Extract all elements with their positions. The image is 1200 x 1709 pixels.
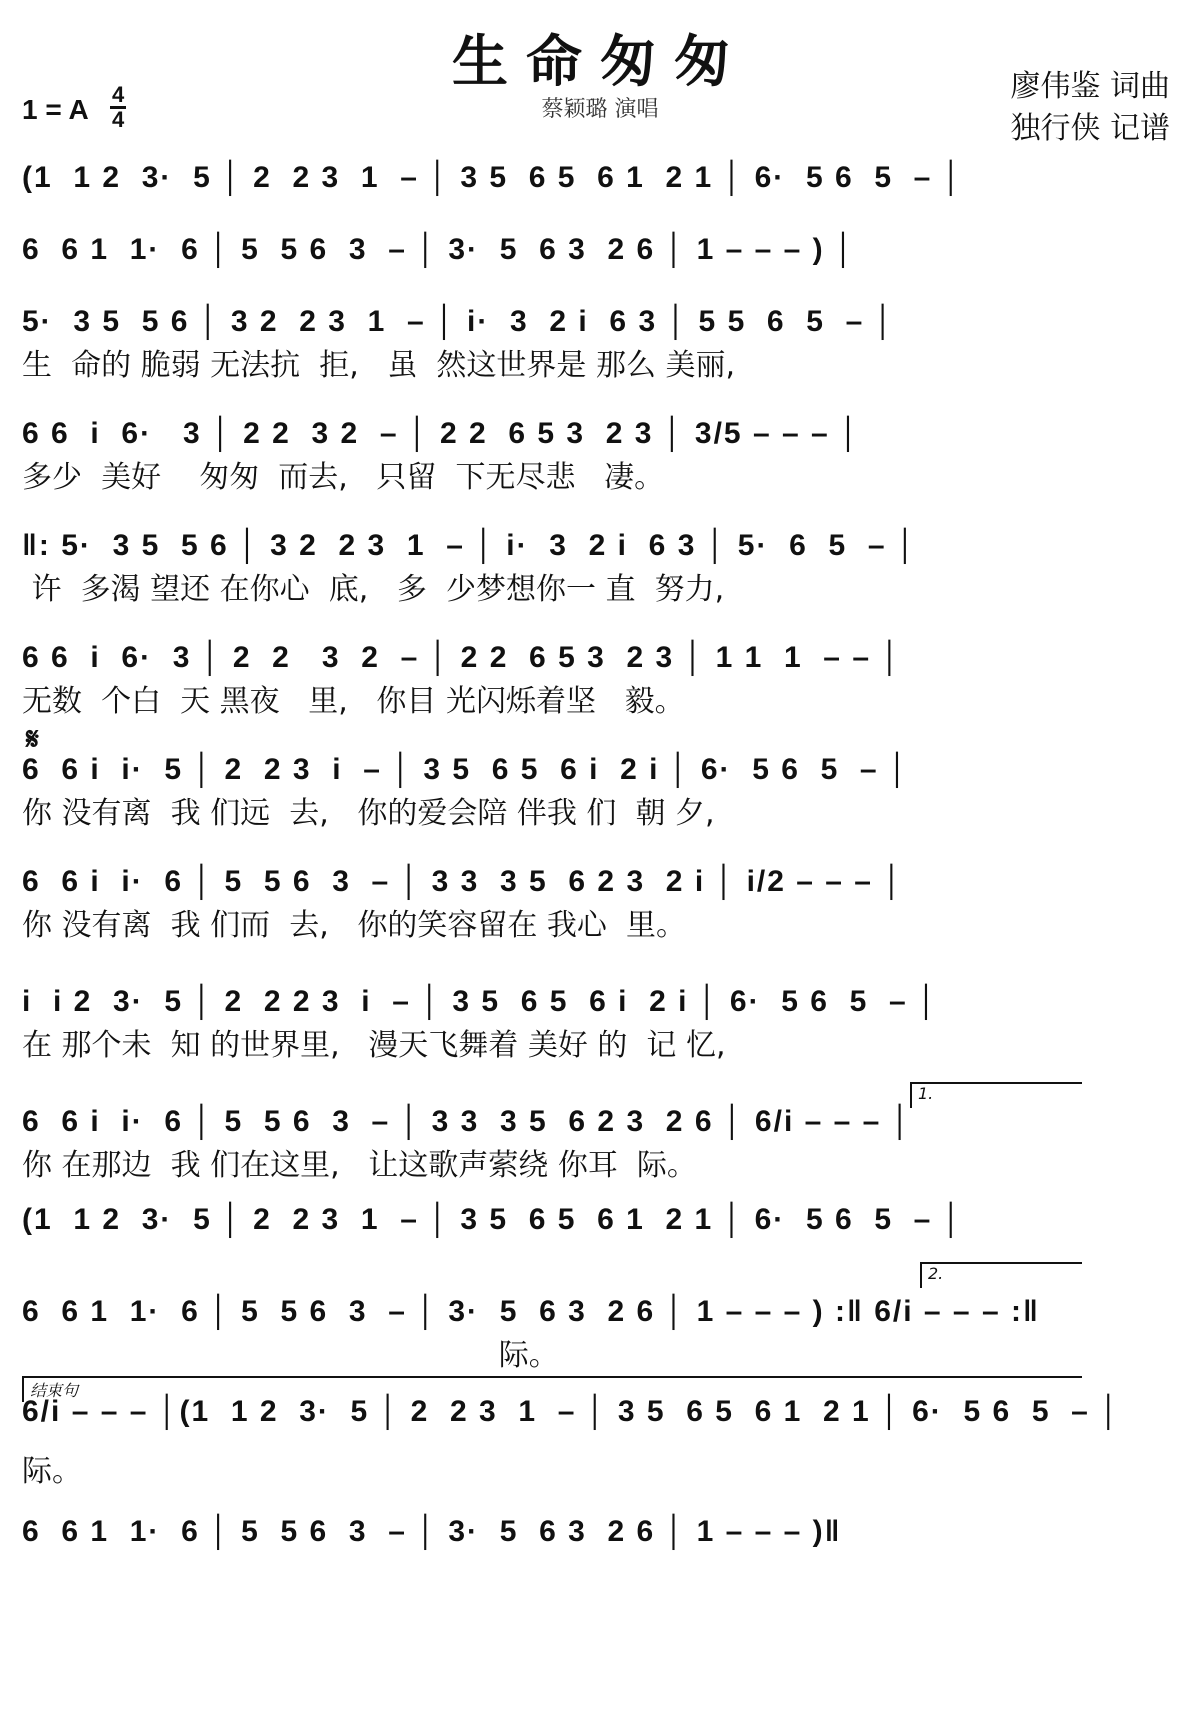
lyric-row: 你 在那边 我 们在这里, 让这歌声萦绕 你耳 际。 [22, 1148, 697, 1183]
notation-row: ‖: 5· 3 5 5 6 │ 3 2 2 3 1 – │ i· 3 2 i 6 3 │ 5· 6 5 – │ [22, 529, 918, 562]
lyric-row: 际。 [22, 1454, 82, 1489]
staff-line [22, 750, 1182, 792]
staff-line [22, 638, 1182, 680]
staff-line [22, 230, 1182, 272]
volta-1-label: 1. [918, 1084, 934, 1103]
notation-row: 6 6 i i· 6 │ 5 5 6 3 – │ 3 3 3 5 6 2 3 2 6 │ 6/i – – – │ [22, 1105, 913, 1138]
notation-row: 6 6 1 1· 6 │ 5 5 6 3 – │ 3· 5 6 3 2 6 │ 1 – – – ) :‖ 6/i – – – :‖ [22, 1295, 1040, 1328]
staff-line [22, 526, 1182, 568]
notation-row: 6 6 i i· 5 │ 2 2 3 i – │ 3 5 6 5 6 i 2 i │ 6· 5 6 5 – │ [22, 753, 910, 786]
time-signature-bottom: 4 [112, 107, 125, 132]
lyric-row: 多少 美好 匆匆 而去, 只留 下无尽悲 凄。 [22, 460, 665, 495]
notation-row: 6 6 i i· 6 │ 5 5 6 3 – │ 3 3 3 5 6 2 3 2 i │ i/2 – – – │ [22, 865, 905, 898]
staff-line [22, 158, 1182, 200]
lyrics-music-credit: 廖伟鉴 词曲 [1010, 69, 1170, 104]
lyric-row: 许 多渴 望还 在你心 底, 多 少梦想你一 直 努力, [22, 572, 725, 607]
notation-row: 6/i – – – │(1 1 2 3· 5 │ 2 2 3 1 – │ 3 5 6 5 6 1 2 1 │ 6· 5 6 5 – │ [22, 1395, 1121, 1428]
notation-row: 6 6 i 6· 3 │ 2 2 3 2 – │ 2 2 6 5 3 2 3 │ 1 1 1 – – │ [22, 641, 903, 674]
composer-credits [1010, 66, 1170, 150]
lyric-row: 在 那个未 知 的世界里, 漫天飞舞着 美好 的 记 忆, [22, 1028, 726, 1063]
lyric-row: 无数 个白 天 黑夜 里, 你目 光闪烁着坚 毅。 [22, 684, 685, 719]
notation-row: (1 1 2 3· 5 │ 2 2 3 1 – │ 3 5 6 5 6 1 2 1 │ 6· 5 6 5 – │ [22, 161, 964, 194]
staff-line [22, 1512, 1182, 1554]
lyric-row: 你 没有离 我 们而 去, 你的笑容留在 我心 里。 [22, 908, 686, 943]
notation-row: 6 6 1 1· 6 │ 5 5 6 3 – │ 3· 5 6 3 2 6 │ 1 – – – ) │ [22, 233, 856, 266]
staff-line [22, 1102, 1182, 1144]
staff-line [22, 1200, 1182, 1242]
lyric-row: 你 没有离 我 们远 去, 你的爱会陪 伴我 们 朝 夕, [22, 796, 715, 831]
lyric-row: 际。 [22, 1338, 559, 1373]
staff-line [22, 1292, 1182, 1334]
notation-row: 6 6 1 1· 6 │ 5 5 6 3 – │ 3· 5 6 3 2 6 │ 1 – – – )‖ [22, 1515, 842, 1548]
notation-row: 5· 3 5 5 6 │ 3 2 2 3 1 – │ i· 3 2 i 6 3 │ 5 5 6 5 – │ [22, 305, 896, 338]
staff-line [22, 982, 1182, 1024]
staff-line [22, 1392, 1182, 1434]
time-signature-top: 4 [112, 82, 125, 107]
notation-row: (1 1 2 3· 5 │ 2 2 3 1 – │ 3 5 6 5 6 1 2 1 │ 6· 5 6 5 – │ [22, 1203, 964, 1236]
volta-bracket-2 [920, 1262, 1082, 1288]
performer-credit: 蔡颖璐 演唱 [541, 97, 659, 122]
notation-row: 6 6 i 6· 3 │ 2 2 3 2 – │ 2 2 6 5 3 2 3 │ 3/5 – – – │ [22, 417, 861, 450]
transcriber-credit: 独行侠 记谱 [1010, 111, 1170, 146]
staff-line [22, 302, 1182, 344]
key-signature: 1 = A [22, 94, 89, 125]
page-title: 生命匆匆 [452, 29, 748, 95]
staff-line [22, 414, 1182, 456]
notation-row: i i 2 3· 5 │ 2 2 2 3 i – │ 3 5 6 5 6 i 2 i │ 6· 5 6 5 – │ [22, 985, 939, 1018]
segno-mark: 𝄋 [26, 722, 39, 757]
ending-label: 结束句 [30, 1381, 79, 1400]
staff-line [22, 862, 1182, 904]
time-signature [110, 84, 126, 131]
lyric-row: 生 命的 脆弱 无法抗 拒, 虽 然这世界是 那么 美丽, [22, 348, 736, 383]
volta-2-label: 2. [928, 1264, 944, 1283]
